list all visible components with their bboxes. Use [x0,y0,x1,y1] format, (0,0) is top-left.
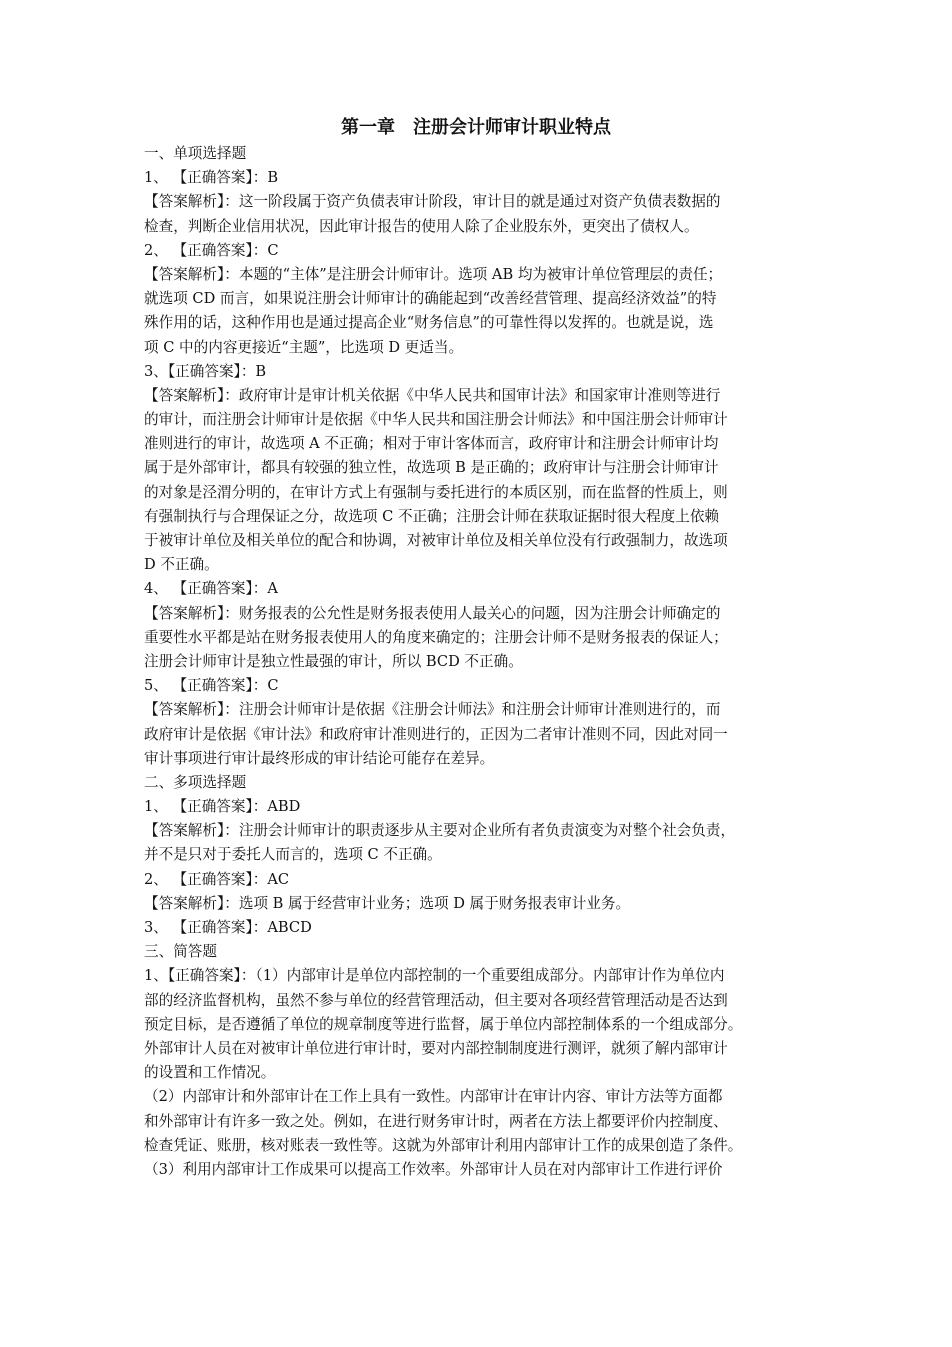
text-line: 【答案解析】：选项 B 属于经营审计业务；选项 D 属于财务报表审计业务。 [144,894,631,912]
text-line: 2、 【正确答案】：AC [144,870,290,888]
text-line: 注册会计师审计是独立性最强的审计，所以 BCD 不正确。 [144,652,523,670]
text-line: （3）利用内部审计工作成果可以提高工作效率。外部审计人员在对内部审计工作进行评价 [144,1160,723,1178]
text-line: 【答案解析】：政府审计是审计机关依据《中华人民共和国审计法》和国家审计准则等进行 [144,386,721,404]
document-body [144,142,810,1182]
text-line: 有强制执行与合理保证之分，故选项 C 不正确；注册会计师在获取证据时很大程度上依赖 [144,507,720,525]
text-line: 属于是外部审计，都具有较强的独立性，故选项 B 是正确的；政府审计与注册会计师审计 [144,459,719,477]
text-line: 的设置和工作情况。 [144,1064,276,1082]
chapter-title: 第一章 注册会计师审计职业特点 [341,117,611,138]
text-line: 检查，判断企业信用状况，因此审计报告的使用人除了企业股东外，更突出了债权人。 [144,217,699,235]
text-line: 1、【正确答案】：（1）内部审计是单位内部控制的一个重要组成部分。内部审计作为单位内 [144,967,725,985]
text-line: 1、 【正确答案】：ABD [144,798,301,816]
text-line: 【答案解析】：本题的“主体”是注册会计师审计。选项 AB 均为被审计单位管理层的责任； [144,265,723,283]
text-line: 审计事项进行审计最终形成的审计结论可能存在差异。 [144,749,495,767]
text-line: 的对象是泾渭分明的，在审计方式上有强制与委托进行的本质区别，而在监督的性质上，则 [144,483,728,501]
text-line: 2、 【正确答案】：C [144,241,279,259]
text-line: 预定目标，是否遵循了单位的规章制度等进行监督，属于单位内部控制体系的一个组成部分。 [144,1015,743,1033]
text-line: 二、多项选择题 [144,773,247,791]
text-line: 【答案解析】：注册会计师审计的职责逐步从主要对企业所有者负责演变为对整个社会负责， [144,822,736,840]
text-line: 重要性水平都是站在财务报表使用人的角度来确定的；注册会计师不是财务报表的保证人； [144,628,728,646]
text-line: 外部审计人员在对被审计单位进行审计时，要对内部控制制度进行测评，就须了解内部审计 [144,1039,728,1057]
text-line: 的审计，而注册会计师审计是依据《中华人民共和国注册会计师法》和中国注册会计师审计 [144,411,728,429]
text-line: 3、 【正确答案】：ABCD [144,919,312,936]
text-line: 【答案解析】：这一阶段属于资产负债表审计阶段，审计目的就是通过对资产负债表数据的 [144,193,721,211]
text-line: 5、 【正确答案】：C [144,677,279,695]
text-line: 和外部审计有许多一致之处。例如，在进行财务审计时，两者在方法上都要评价内控制度、 [144,1112,728,1130]
text-line: 殊作用的话，这种作用也是通过提高企业“财务信息”的可靠性得以发挥的。也就是说，选 [144,314,714,332]
text-line: D 不正确。 [144,556,219,574]
text-line: 于被审计单位及相关单位的配合和协调，对被审计单位及相关单位没有行政强制力，故选项 [144,532,728,549]
text-line: 三、简答题 [144,943,217,961]
text-line: 准则进行的审计，故选项 A 不正确；相对于审计客体而言，政府审计和注册会计师审计均 [144,435,719,453]
text-line: 3、【正确答案】：B [144,362,267,380]
text-line: 部的经济监督机构，虽然不参与单位的经营管理活动，但主要对各项经营管理活动是否达到 [144,991,728,1009]
text-line: 1、 【正确答案】：B [144,169,279,187]
text-line: 就选项 CD 而言，如果说注册会计师审计的确能起到“改善经营管理、提高经济效益”的特 [144,290,717,308]
text-line: 一、单项选择题 [144,145,247,162]
text-line: 检查凭证、账册，核对账表一致性等。这就为外部审计利用内部审计工作的成果创造了条件。 [144,1136,743,1154]
text-line: 并不是只对于委托人而言的，选项 C 不正确。 [144,846,442,864]
text-line: 项 C 中的内容更接近“主题”，比选项 D 更适当。 [144,338,464,356]
text-line: 政府审计是依据《审计法》和政府审计准则进行的，正因为二者审计准则不同，因此对同一 [144,725,728,743]
text-line: 4、 【正确答案】：A [144,580,278,598]
text-line: 【答案解析】：财务报表的公允性是财务报表使用人最关心的问题，因为注册会计师确定的 [144,604,721,622]
text-line: （2）内部审计和外部审计在工作上具有一致性。内部审计在审计内容、审计方法等方面都 [144,1088,723,1106]
text-line: 【答案解析】：注册会计师审计是依据《注册会计师法》和注册会计师审计准则进行的，而 [144,701,721,719]
